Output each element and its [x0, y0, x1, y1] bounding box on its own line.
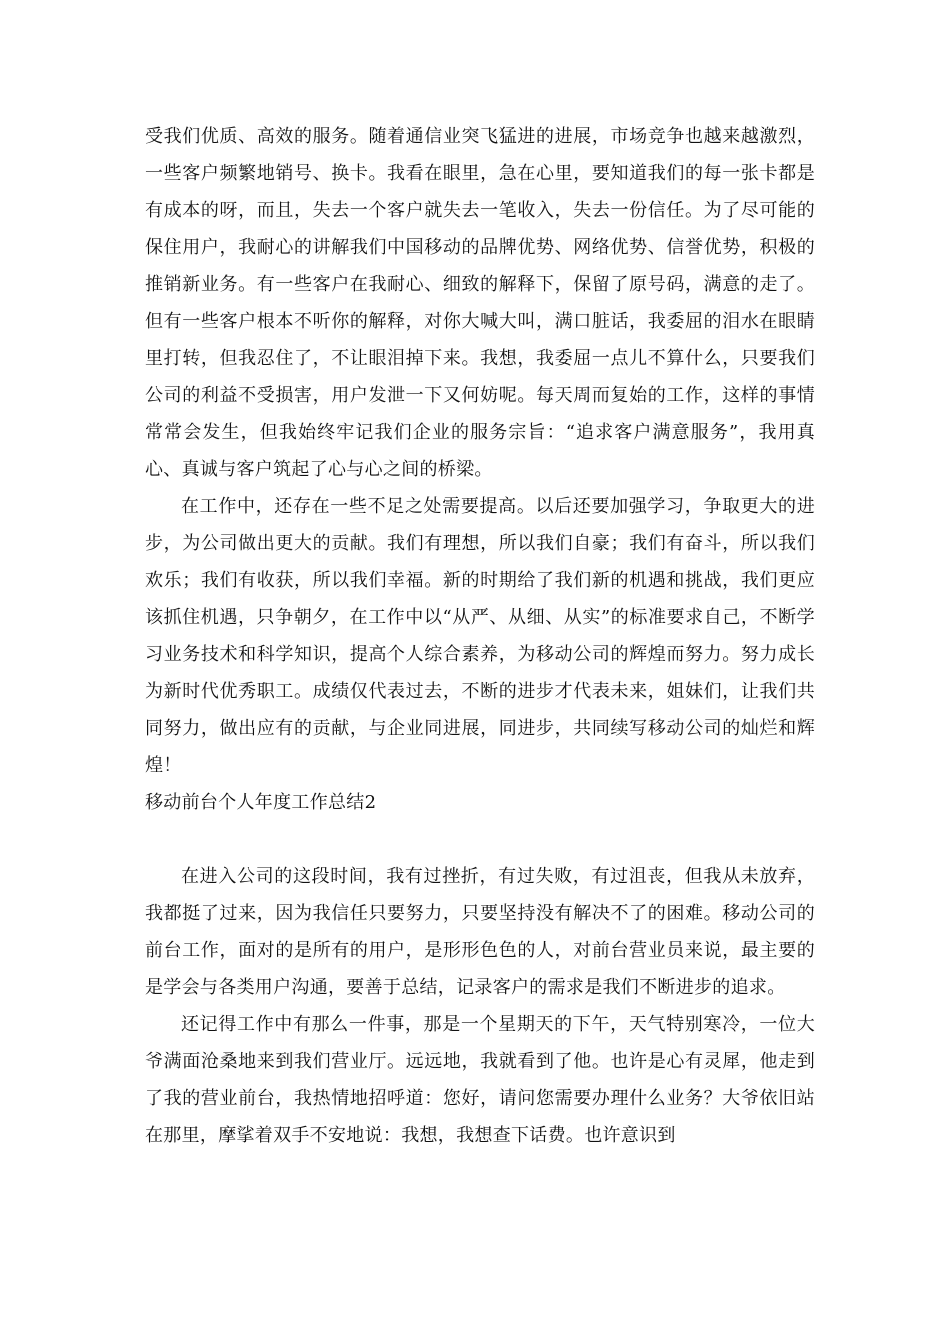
section-title: 移动前台个人年度工作总结2 — [145, 792, 377, 813]
paragraph-improvement: 在工作中，还存在一些不足之处需要提高。以后还要加强学习，争取更大的进步，为公司做出更大的贡献。我们有理想，所以我们自豪；我们有奋斗，所以我们欢乐；我们有收获，所以我们幸福。新的时期给了我们新的机遇和挑战，我们更应该抓住机遇，只争朝夕，在工作中以“从严、从细、从实”的标准要求自己，不断学习业务技术和科学知识，提高个人综合素养，为移动公司的辉煌而努力。努力成长为新时代优秀职工。成绩仅代表过去，不断的进步才代表未来，姐妹们，让我们共同努力，做出应有的贡献，与企业同进展，同进步，共同续写移动公司的灿烂和辉煌！ — [145, 496, 815, 776]
paragraph-story: 还记得工作中有那么一件事，那是一个星期天的下午，天气特别寒冷，一位大爷满面沧桑地来到我们营业厅。远远地，我就看到了他。也许是心有灵犀，他走到了我的营业前台，我热情地招呼道：您好，请问您需要办理什么业务？大爷依旧站在那里，摩挲着双手不安地说：我想，我想查下话费。也许意识到 — [145, 1014, 815, 1146]
blank-line — [145, 821, 815, 858]
paragraph-intro: 在进入公司的这段时间，我有过挫折，有过失败，有过沮丧，但我从未放弃，我都挺了过来，因为我信任只要努力，只要坚持没有解决不了的困难。移动公司的前台工作，面对的是所有的用户，是形形色色的人，对前台营业员来说，最主要的是学会与各类用户沟通，要善于总结，记录客户的需求是我们不断进步的追求。 — [145, 866, 815, 998]
document-body — [145, 118, 815, 1154]
paragraph-continued: 受我们优质、高效的服务。随着通信业突飞猛进的进展，市场竞争也越来越激烈，一些客户频繁地销号、换卡。我看在眼里，急在心里，要知道我们的每一张卡都是有成本的呀，而且，失去一个客户就失去一笔收入，失去一份信任。为了尽可能的保住用户，我耐心的讲解我们中国移动的品牌优势、网络优势、信誉优势，积极的推销新业务。有一些客户在我耐心、细致的解释下，保留了原号码，满意的走了。但有一些客户根本不听你的解释，对你大喊大叫，满口脏话，我委屈的泪水在眼睛里打转，但我忍住了，不让眼泪掉下来。我想，我委屈一点儿不算什么，只要我们公司的利益不受损害，用户发泄一下又何妨呢。每天周而复始的工作，这样的事情常常会发生，但我始终牢记我们企业的服务宗旨：“追求客户满意服务”，我用真心、真诚与客户筑起了心与心之间的桥梁。 — [145, 126, 815, 480]
